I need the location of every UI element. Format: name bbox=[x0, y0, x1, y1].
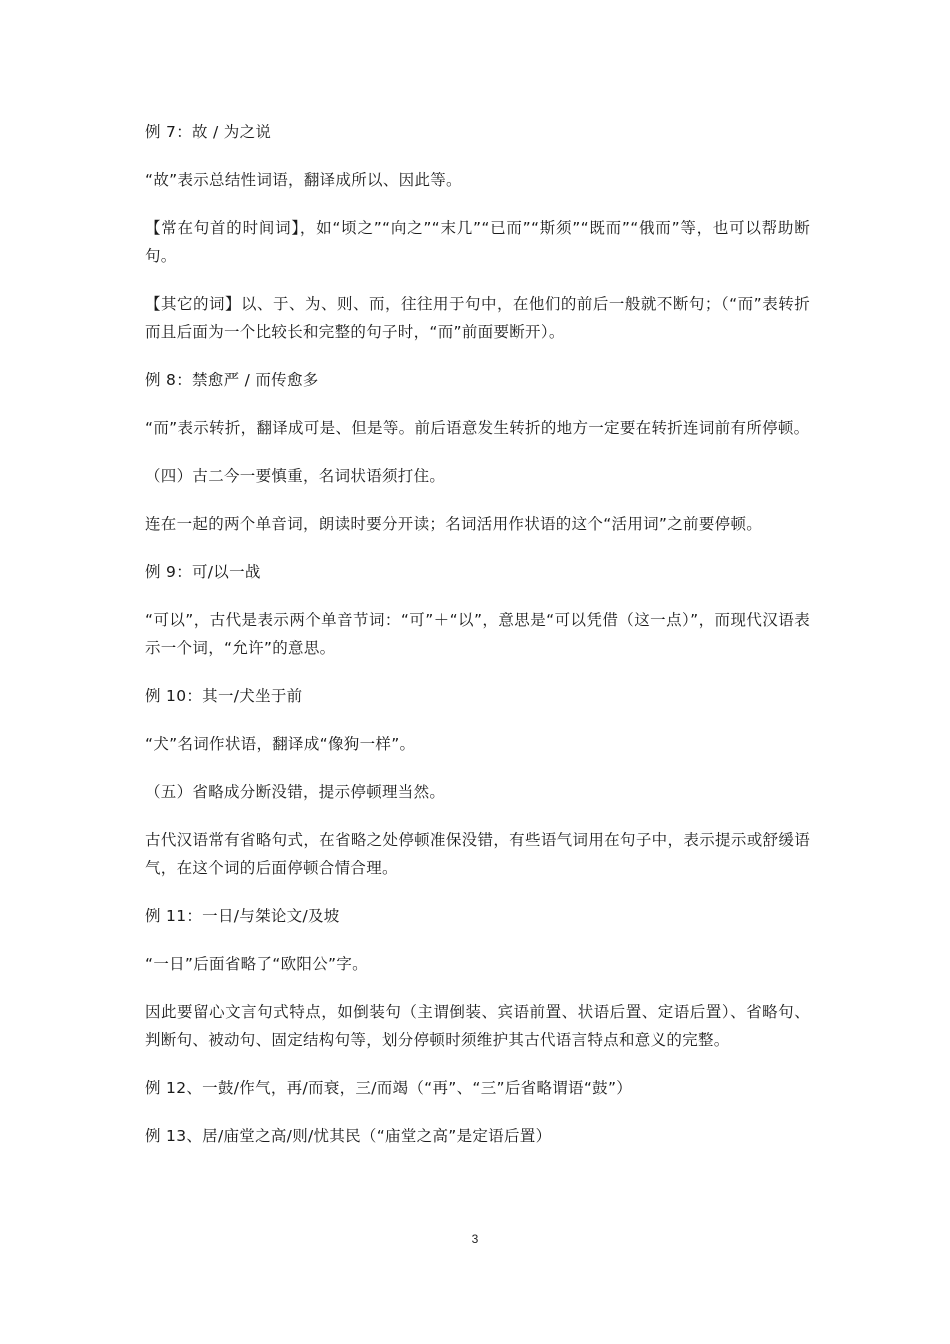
example-8: 例 8：禁愈严 / 而传愈多 bbox=[145, 371, 319, 389]
section-heading-5: （五）省略成分断没错，提示停顿理当然。 bbox=[145, 783, 446, 801]
paragraph-er-explanation: “而”表示转折，翻译成可是、但是等。前后语意发生转折的地方一定要在转折连词前有所停顿。 bbox=[145, 419, 810, 437]
paragraph-keyi-explanation: “可以”，古代是表示两个单音节词：“可”＋“以”，意思是“可以凭借（这一点）”，而现代汉语表示一个词，“允许”的意思。 bbox=[145, 611, 810, 657]
example-9: 例 9：可/以一战 bbox=[145, 563, 261, 581]
paragraph-quan-explanation: “犬”名词作状语，翻译成“像狗一样”。 bbox=[145, 735, 416, 753]
document-body bbox=[145, 118, 810, 1170]
example-13: 例 13、居/庙堂之高/则/忧其民（“庙堂之高”是定语后置） bbox=[145, 1127, 552, 1145]
example-11: 例 11：一日/与桀论文/及坡 bbox=[145, 907, 340, 925]
example-10: 例 10：其一/犬坐于前 bbox=[145, 687, 303, 705]
paragraph-yiri-explanation: “一日”后面省略了“欧阳公”字。 bbox=[145, 955, 368, 973]
page-number: 3 bbox=[471, 1232, 479, 1246]
paragraph-section-4-body: 连在一起的两个单音词，朗读时要分开读；名词活用作状语的这个“活用词”之前要停顿。 bbox=[145, 515, 763, 533]
example-7: 例 7：故 / 为之说 bbox=[145, 123, 272, 141]
paragraph-time-words: 【常在句首的时间词】，如“顷之”“向之”“末几”“已而”“斯须”“既而”“俄而”等，也可以帮助断句。 bbox=[145, 219, 810, 265]
paragraph-gu-explanation: “故”表示总结性词语，翻译成所以、因此等。 bbox=[145, 171, 462, 189]
example-12: 例 12、一鼓/作气，再/而衰，三/而竭（“再”、“三”后省略谓语“鼓”） bbox=[145, 1079, 633, 1097]
section-heading-4: （四）古二今一要慎重，名词状语须打住。 bbox=[145, 467, 446, 485]
paragraph-section-5-body: 古代汉语常有省略句式，在省略之处停顿准保没错，有些语气词用在句子中，表示提示或舒缓语气，在这个词的后面停顿合情合理。 bbox=[145, 831, 810, 877]
paragraph-other-words: 【其它的词】以、于、为、则、而，往往用于句中，在他们的前后一般就不断句；（“而”表转折而且后面为一个比较长和完整的句子时，“而”前面要断开）。 bbox=[145, 295, 810, 341]
paragraph-sentence-patterns: 因此要留心文言句式特点，如倒装句（主谓倒装、宾语前置、状语后置、定语后置）、省略句、判断句、被动句、固定结构句等，划分停顿时须维护其古代语言特点和意义的完整。 bbox=[145, 1003, 810, 1049]
